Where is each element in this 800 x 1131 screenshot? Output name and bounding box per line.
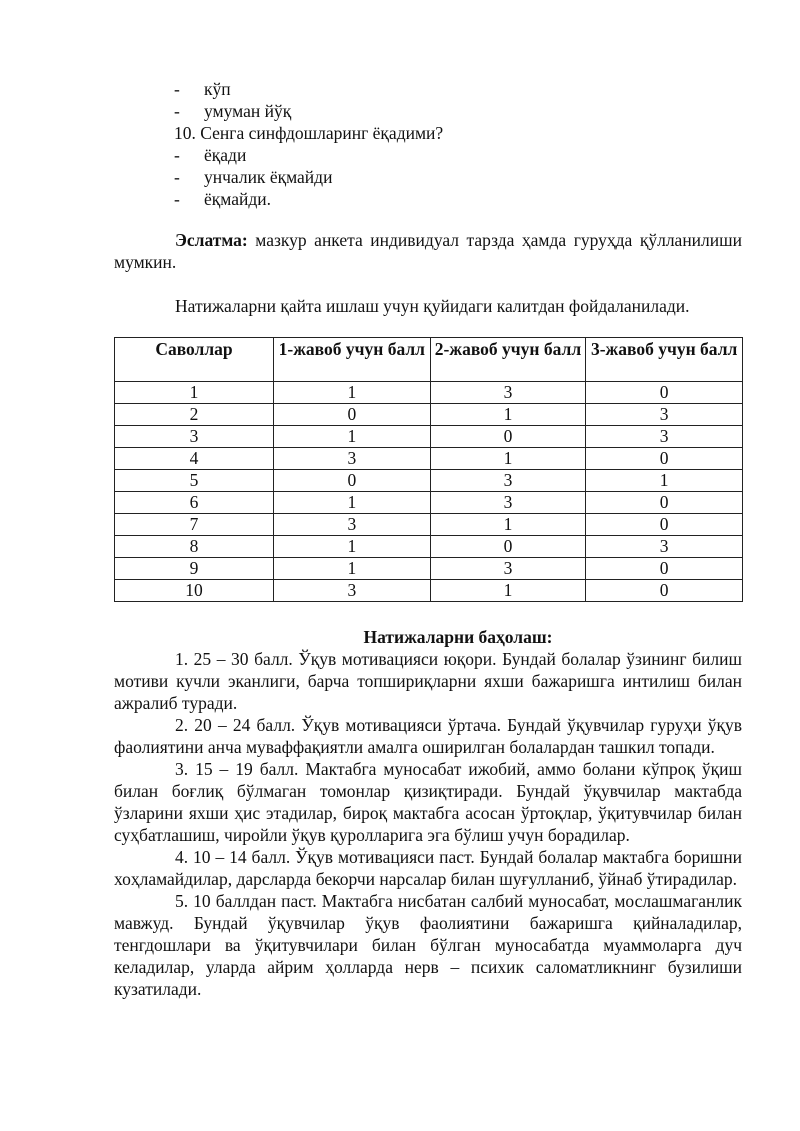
answer-options-list — [114, 78, 742, 210]
table-cell: 3 — [430, 382, 586, 404]
table-cell: 1 — [273, 426, 430, 448]
list-item: - унчалик ёқмайди — [174, 167, 333, 187]
table-header-row — [115, 338, 743, 382]
table-cell: 1 — [115, 382, 274, 404]
table-row — [115, 470, 743, 492]
table-cell: 3 — [586, 426, 743, 448]
table-cell: 0 — [586, 514, 743, 536]
table-row — [115, 492, 743, 514]
table-cell: 3 — [430, 558, 586, 580]
table-cell: 3 — [586, 536, 743, 558]
table-row — [115, 536, 743, 558]
table-cell: 6 — [115, 492, 274, 514]
table-cell: 3 — [430, 492, 586, 514]
evaluation-paragraph-5: 5. 10 баллдан паст. Мактабга нисбатан салбий муносабат, мослашмаганлик мавжуд. Бундай ўқувчилар ўқув фаолиятини бажаришга қийналадилар, тенгдошлари ва ўқитувчилари билан бўлган муносабатда муаммоларга дуч келадилар, уларда айрим ҳолларда нерв – психик саломатликнинг бузилиши кузатилади. — [114, 891, 742, 999]
table-cell: 0 — [586, 558, 743, 580]
table-row — [115, 514, 743, 536]
table-row — [115, 382, 743, 404]
table-cell: 1 — [430, 448, 586, 470]
score-key-table — [114, 337, 743, 602]
table-cell: 1 — [273, 536, 430, 558]
list-item: - ёқмайди. — [174, 189, 272, 209]
table-cell: 1 — [586, 470, 743, 492]
table-cell: 7 — [115, 514, 274, 536]
table-cell: 1 — [273, 558, 430, 580]
evaluation-section — [114, 626, 742, 1000]
list-item: - кўп — [174, 79, 231, 99]
column-header: 1-жавоб учун балл — [273, 338, 430, 382]
list-item: - умуман йўқ — [174, 101, 292, 121]
question-10-label: 10. Сенга синфдошларинг ёқадими? — [174, 123, 444, 143]
evaluation-paragraph-3: 3. 15 – 19 балл. Мактабга муносабат ижобий, аммо болани кўпроқ ўқиш билан боғлиқ бўлмаган томонлар қизиқтиради. Бундай ўқувчилар мактабда ўзларини яхши ҳис этадилар, бироқ мактабга асосан ўртоқлар, ўқитувчилар билан суҳбатлашиш, чиройли ўқув қуролларига эга бўлиш учун борадилар. — [114, 759, 742, 845]
table-cell: 0 — [586, 448, 743, 470]
table-cell: 0 — [586, 382, 743, 404]
table-cell: 9 — [115, 558, 274, 580]
table-cell: 1 — [430, 404, 586, 426]
table-row — [115, 558, 743, 580]
table-cell: 1 — [430, 514, 586, 536]
table-cell: 4 — [115, 448, 274, 470]
table-cell: 3 — [273, 448, 430, 470]
table-cell: 2 — [115, 404, 274, 426]
table-cell: 10 — [115, 580, 274, 602]
table-cell: 3 — [115, 426, 274, 448]
column-header: 3-жавоб учун балл — [586, 338, 743, 382]
table-cell: 0 — [273, 404, 430, 426]
column-header: Саволлар — [115, 338, 274, 382]
table-cell: 3 — [273, 580, 430, 602]
table-body — [115, 382, 743, 602]
table-cell: 0 — [273, 470, 430, 492]
note-paragraph — [114, 229, 742, 273]
evaluation-paragraph-1: 1. 25 – 30 балл. Ўқув мотивацияси юқори. Бундай болалар ўзининг билиш мотиви кучли эканлиги, барча топшириқларни яхши бажаришга интилиш билан ажралиб туради. — [114, 649, 742, 713]
table-cell: 8 — [115, 536, 274, 558]
evaluation-paragraph-2: 2. 20 – 24 балл. Ўқув мотивацияси ўртача. Бундай ўқувчилар гуруҳи ўқув фаолиятини анча муваффақиятли амалга оширилган болалардан ташкил топади. — [114, 715, 742, 757]
table-row — [115, 448, 743, 470]
table-cell: 0 — [586, 580, 743, 602]
evaluation-heading: Натижаларни баҳолаш: — [363, 627, 553, 647]
table-row — [115, 580, 743, 602]
note-label: Эслатма: — [175, 230, 248, 250]
table-cell: 3 — [273, 514, 430, 536]
table-cell: 5 — [115, 470, 274, 492]
table-row — [115, 426, 743, 448]
table-cell: 0 — [430, 536, 586, 558]
table-cell: 3 — [430, 470, 586, 492]
column-header: 2-жавоб учун балл — [430, 338, 586, 382]
table-cell: 1 — [430, 580, 586, 602]
table-cell: 0 — [430, 426, 586, 448]
key-intro: Натижаларни қайта ишлаш учун қуйидаги калитдан фойдаланилади. — [175, 296, 690, 316]
table-cell: 0 — [586, 492, 743, 514]
list-item: - ёқади — [174, 145, 247, 165]
table-row — [115, 404, 743, 426]
table-cell: 3 — [586, 404, 743, 426]
table-cell: 1 — [273, 492, 430, 514]
note-text: мазкур анкета индивидуал тарзда ҳамда гуруҳда қўлланилиши мумкин. — [114, 230, 742, 272]
evaluation-paragraph-4: 4. 10 – 14 балл. Ўқув мотивацияси паст. Бундай болалар мактабга боришни хоҳламайдилар, дарсларда бекорчи нарсалар билан шуғулланиб, ўйнаб ўтирадилар. — [114, 847, 742, 889]
table-cell: 1 — [273, 382, 430, 404]
